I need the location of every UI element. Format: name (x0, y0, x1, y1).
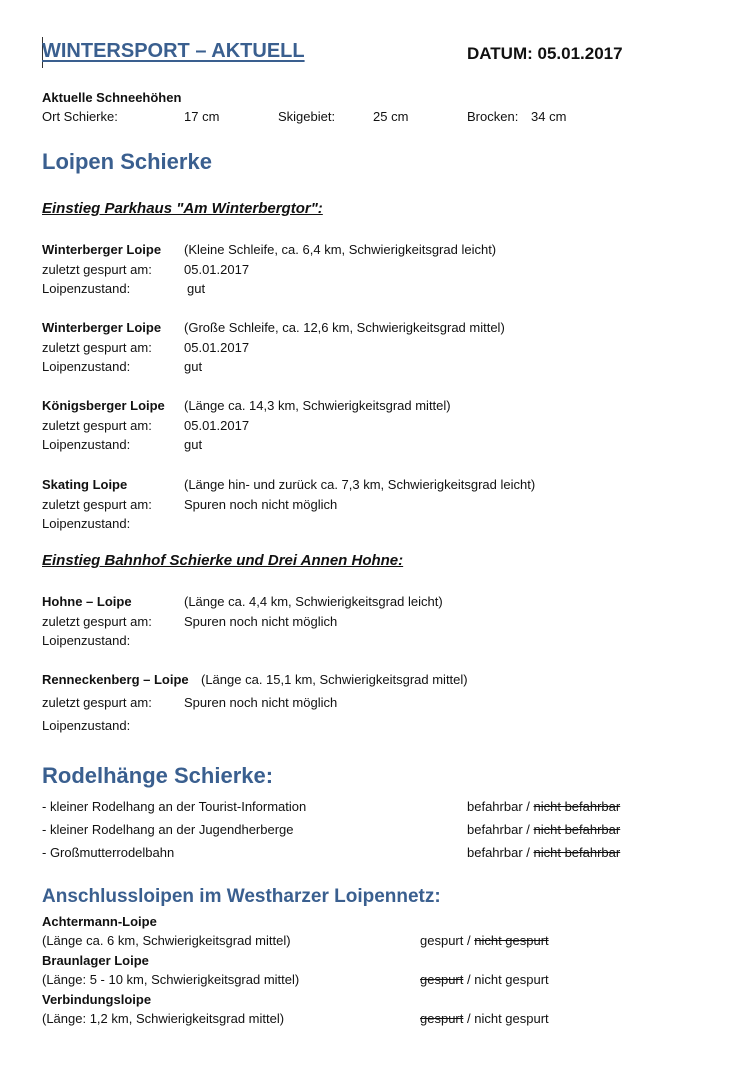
trail-zustand-label: Loipenzustand: (42, 516, 131, 531)
status-separator: / (463, 933, 475, 948)
trail-description: (Kleine Schleife, ca. 6,4 km, Schwierigkeitsgrad leicht) (184, 242, 497, 257)
rodel-item-name: - kleiner Rodelhang an der Tourist-Information (42, 799, 307, 814)
trail-description: (Große Schleife, ca. 12,6 km, Schwierigkeitsgrad mittel) (184, 320, 505, 335)
document-date: DATUM: 05.01.2017 (467, 44, 623, 63)
status-separator: / (522, 799, 534, 814)
snow-brocken-label: Brocken: (467, 109, 519, 124)
status-befahrbar: befahrbar (467, 845, 523, 860)
status-gespurt: gespurt (420, 1011, 464, 1026)
status-separator: / (463, 972, 475, 987)
trail-gespurt-label: zuletzt gespurt am: (42, 695, 152, 710)
status-befahrbar: befahrbar (467, 799, 523, 814)
status-nicht-befahrbar: nicht befahrbar (533, 822, 621, 837)
status-nicht-gespurt: nicht gespurt (474, 972, 549, 987)
trail-description: (Länge hin- und zurück ca. 7,3 km, Schwierigkeitsgrad leicht) (184, 477, 536, 492)
trail-zustand-value: gut (187, 281, 206, 296)
anschluss-name: Braunlager Loipe (42, 953, 149, 968)
section-bahnhof: Einstieg Bahnhof Schierke und Drei Annen Hohne: (42, 552, 404, 569)
trail-zustand-label: Loipenzustand: (42, 718, 131, 733)
trail-description: (Länge ca. 15,1 km, Schwierigkeitsgrad mittel) (201, 672, 468, 687)
trail-gespurt-value: Spuren noch nicht möglich (184, 695, 338, 710)
status-befahrbar: befahrbar (467, 822, 523, 837)
trail-gespurt-label: zuletzt gespurt am: (42, 418, 152, 433)
anschluss-status (420, 933, 549, 948)
status-nicht-gespurt: nicht gespurt (474, 1011, 549, 1026)
anschluss-name: Verbindungsloipe (42, 992, 152, 1007)
trail-gespurt-label: zuletzt gespurt am: (42, 340, 152, 355)
rodel-item-status (467, 845, 620, 860)
rodel-item-status (467, 799, 620, 814)
trail-gespurt-value: Spuren noch nicht möglich (184, 497, 338, 512)
trail-name: Renneckenberg – Loipe (42, 672, 189, 687)
trail-gespurt-value: Spuren noch nicht möglich (184, 614, 338, 629)
trail-zustand-value: gut (184, 359, 203, 374)
snow-heading: Aktuelle Schneehöhen (42, 90, 182, 105)
snow-ski-label: Skigebiet: (278, 109, 336, 124)
trail-description: (Länge ca. 4,4 km, Schwierigkeitsgrad leicht) (184, 594, 443, 609)
status-separator: / (522, 845, 534, 860)
status-nicht-befahrbar: nicht befahrbar (533, 799, 621, 814)
trail-name: Skating Loipe (42, 477, 128, 492)
status-gespurt: gespurt (420, 972, 464, 987)
trail-zustand-label: Loipenzustand: (42, 633, 131, 648)
status-separator: / (463, 1011, 475, 1026)
trail-gespurt-label: zuletzt gespurt am: (42, 614, 152, 629)
anschluss-heading: Anschlussloipen im Westharzer Loipennetz: (42, 886, 441, 907)
status-separator: / (522, 822, 534, 837)
rodel-item-name: - Großmutterrodelbahn (42, 845, 175, 860)
trail-zustand-label: Loipenzustand: (42, 281, 131, 296)
trail-gespurt-value: 05.01.2017 (184, 262, 250, 277)
rodel-heading: Rodelhänge Schierke: (42, 763, 274, 788)
status-gespurt: gespurt (420, 933, 464, 948)
trail-zustand-label: Loipenzustand: (42, 359, 131, 374)
snow-ort-label: Ort Schierke: (42, 109, 118, 124)
trail-zustand-label: Loipenzustand: (42, 437, 131, 452)
snow-brocken-value: 34 cm (531, 109, 567, 124)
snow-ort-value: 17 cm (184, 109, 220, 124)
trail-description: (Länge ca. 14,3 km, Schwierigkeitsgrad mittel) (184, 398, 451, 413)
status-nicht-gespurt: nicht gespurt (474, 933, 549, 948)
anschluss-status (420, 1011, 549, 1026)
rodel-item-name: - kleiner Rodelhang an der Jugendherberge (42, 822, 294, 837)
trail-gespurt-value: 05.01.2017 (184, 418, 250, 433)
trail-name: Winterberger Loipe (42, 320, 162, 335)
snow-ski-value: 25 cm (373, 109, 409, 124)
status-nicht-befahrbar: nicht befahrbar (533, 845, 621, 860)
trail-gespurt-label: zuletzt gespurt am: (42, 262, 152, 277)
rodel-item-status (467, 822, 620, 837)
anschluss-description: (Länge: 5 - 10 km, Schwierigkeitsgrad mittel) (42, 972, 300, 987)
section-parkhaus: Einstieg Parkhaus "Am Winterbergtor": (42, 200, 323, 217)
anschluss-name: Achtermann-Loipe (42, 914, 157, 929)
trail-name: Königsberger Loipe (42, 398, 165, 413)
trail-gespurt-value: 05.01.2017 (184, 340, 250, 355)
trail-gespurt-label: zuletzt gespurt am: (42, 497, 152, 512)
loipen-heading: Loipen Schierke (42, 149, 212, 174)
trail-name: Winterberger Loipe (42, 242, 162, 257)
anschluss-description: (Länge ca. 6 km, Schwierigkeitsgrad mittel) (42, 933, 291, 948)
anschluss-description: (Länge: 1,2 km, Schwierigkeitsgrad mittel) (42, 1011, 285, 1026)
anschluss-status (420, 972, 549, 987)
trail-name: Hohne – Loipe (42, 594, 132, 609)
trail-zustand-value: gut (184, 437, 203, 452)
document-title: WINTERSPORT – AKTUELL (42, 40, 305, 62)
